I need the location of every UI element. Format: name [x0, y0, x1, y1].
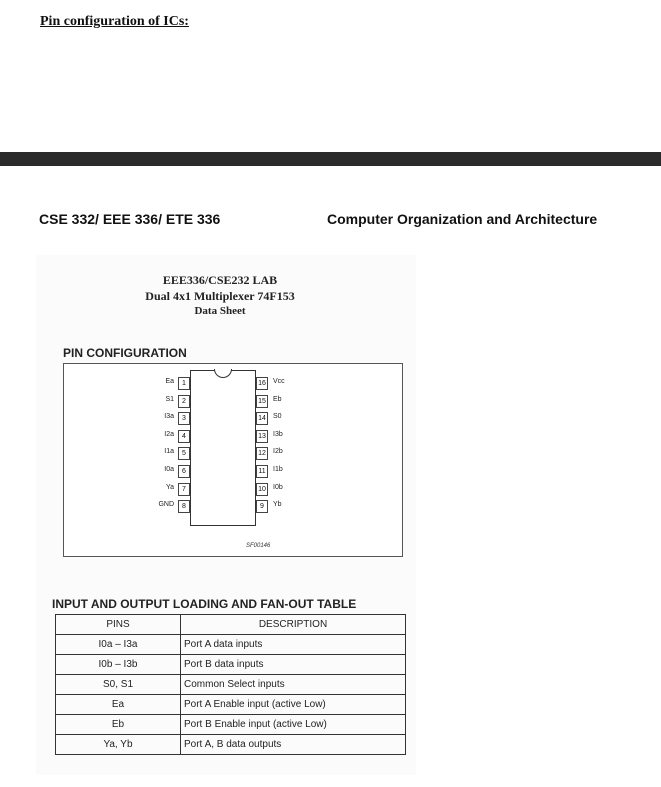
pin-number-right: 9: [256, 500, 268, 513]
row-description: Port B data inputs: [181, 655, 406, 675]
header-pins: PINS: [56, 615, 181, 635]
pin-label-left: I0a: [164, 466, 174, 473]
row-pins: S0, S1: [56, 675, 181, 695]
row-description: Port B Enable input (active Low): [181, 715, 406, 735]
table-row: [56, 695, 406, 715]
datasheet-lab: EEE336/CSE232 LAB: [162, 273, 278, 287]
top-heading: Pin configuration of ICs:: [40, 14, 189, 29]
io-table-title: INPUT AND OUTPUT LOADING AND FAN-OUT TABLE: [52, 597, 357, 611]
table-row: [56, 735, 406, 755]
row-pins: Ya, Yb: [56, 735, 181, 755]
pin-label-left: I3a: [164, 413, 174, 421]
row-pins: I0a – I3a: [56, 635, 181, 655]
pin-label-left: I1a: [164, 448, 174, 456]
pin-number-left: 8: [178, 500, 190, 513]
course-code: CSE 332/ EEE 336/ ETE 336: [39, 211, 221, 227]
ic-chip-body: [190, 370, 256, 526]
pin-label-right: Yb: [273, 501, 282, 509]
datasheet-subtitle: Data Sheet: [194, 305, 246, 317]
table-row: [56, 715, 406, 735]
pin-label-left: GND: [158, 501, 174, 509]
pin-number-right: 15: [256, 395, 268, 408]
pin-label-right: I0b: [273, 483, 283, 491]
row-description: Port A data inputs: [181, 635, 406, 655]
pin-label-left: Ya: [165, 483, 174, 491]
pin-configuration-title: PIN CONFIGURATION: [63, 346, 187, 360]
row-pins: I0b – I3b: [56, 655, 181, 675]
pin-label-right: Eb: [273, 395, 282, 403]
pin-number-left: 7: [178, 483, 190, 496]
row-description: Port A Enable input (active Low): [181, 695, 406, 715]
pin-number-right: 16: [256, 377, 268, 390]
pin-number-left: 2: [178, 395, 190, 408]
row-description: Common Select inputs: [181, 675, 406, 695]
pin-label-right: S0: [273, 413, 282, 421]
page-break-bar: [0, 152, 661, 166]
diagram-code: SF00146: [246, 543, 271, 549]
row-description: Port A, B data outputs: [181, 735, 406, 755]
table-row: [56, 655, 406, 675]
pin-number-right: 10: [256, 483, 268, 496]
pin-number-left: 5: [178, 447, 190, 460]
pin-label-right: Vcc: [273, 378, 285, 385]
pin-number-left: 3: [178, 412, 190, 425]
pin-number-left: 6: [178, 465, 190, 478]
pin-number-right: 11: [256, 465, 268, 478]
pin-number-right: 14: [256, 412, 268, 425]
course-name: Computer Organization and Architecture: [327, 211, 598, 227]
row-pins: Ea: [56, 695, 181, 715]
pin-number-left: 1: [178, 377, 190, 390]
pin-label-left: I2a: [164, 430, 174, 438]
header-description: DESCRIPTION: [181, 615, 406, 635]
table-header-row: [56, 615, 406, 635]
table-row: [56, 635, 406, 655]
pin-label-left: Ea: [165, 378, 174, 385]
pin-label-left: S1: [165, 395, 174, 403]
pin-number-left: 4: [178, 430, 190, 443]
pin-number-right: 13: [256, 430, 268, 443]
table-row: [56, 675, 406, 695]
datasheet-title: Dual 4x1 Multiplexer 74F153: [145, 289, 295, 303]
pin-label-right: I2b: [273, 448, 283, 456]
row-pins: Eb: [56, 715, 181, 735]
io-loading-table: [55, 614, 406, 755]
pin-label-right: I3b: [273, 430, 283, 438]
pin-label-right: I1b: [273, 466, 283, 473]
pin-number-right: 12: [256, 447, 268, 460]
